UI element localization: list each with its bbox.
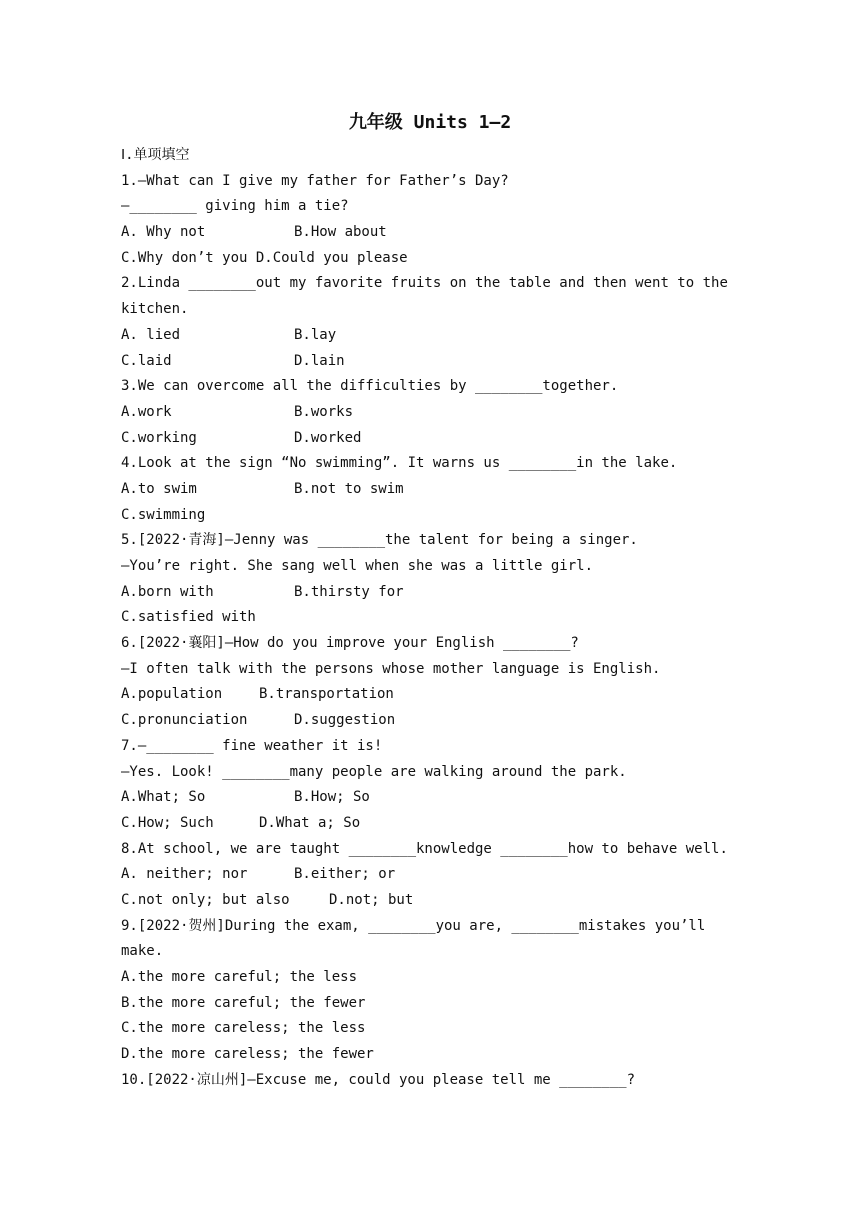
question-1-options-row-1 xyxy=(121,220,721,246)
question-8-options-row-1 xyxy=(121,862,721,888)
question-6-line-1: 6.[2022·襄阳]—How do you improve your English ________? xyxy=(121,635,579,652)
option-b: B.not to swim xyxy=(294,480,404,497)
question-6-options-row-1 xyxy=(121,682,721,708)
question-4-line-1: 4.Look at the sign “No swimming”. It warns us ________in the lake. xyxy=(121,455,678,472)
question-7-line-1: 7.—________ fine weather it is! xyxy=(121,737,383,754)
question-2-line-1: 2.Linda ________out my favorite fruits on the table and then went to the xyxy=(121,275,728,292)
option-c: C.working xyxy=(121,429,197,446)
option-c: C.swimming xyxy=(121,506,206,523)
question-4-options-row-1 xyxy=(121,477,721,503)
option-c: C.laid xyxy=(121,352,172,369)
question-6-line-2: —I often talk with the persons whose mother language is English. xyxy=(121,660,661,677)
question-1-line-1: 1.—What can I give my father for Father’s Day? xyxy=(121,172,509,189)
option-a: A.What; So xyxy=(121,789,206,806)
section-heading: Ⅰ.单项填空 xyxy=(121,147,190,163)
question-3-line-1: 3.We can overcome all the difficulties by ________together. xyxy=(121,378,619,395)
option-a: A.to swim xyxy=(121,480,197,497)
question-2-line-2: kitchen. xyxy=(121,301,189,318)
question-9-option-c: C.the more careless; the less xyxy=(121,1020,366,1037)
option-c: C.not only; but also xyxy=(121,891,290,908)
option-d: D.lain xyxy=(294,352,345,369)
question-7-line-2: —Yes. Look! ________many people are walking around the park. xyxy=(121,763,627,780)
question-8-options-row-2 xyxy=(121,888,721,914)
page-title: 九年级 Units 1—2 xyxy=(348,112,512,133)
option-c: C.How; Such xyxy=(121,814,214,831)
question-8-line-1: 8.At school, we are taught ________knowledge ________how to behave well. xyxy=(121,840,728,857)
option-d: D.suggestion xyxy=(294,712,396,729)
question-9-option-b: B.the more careful; the fewer xyxy=(121,994,366,1011)
option-c-d: C.Why don’t you D.Could you please xyxy=(121,249,408,266)
option-a: A. neither; nor xyxy=(121,866,248,883)
question-9-option-d: D.the more careless; the fewer xyxy=(121,1046,374,1063)
question-10-line-1: 10.[2022·凉山州]—Excuse me, could you please tell me ________? xyxy=(121,1071,636,1088)
option-c: C.pronunciation xyxy=(121,712,248,729)
question-5-options-row-1 xyxy=(121,580,721,606)
option-b: B.How; So xyxy=(294,789,370,806)
question-9-line-2: make. xyxy=(121,943,164,960)
option-a: A. Why not xyxy=(121,224,206,241)
question-3-options-row-1 xyxy=(121,400,721,426)
option-d: D.worked xyxy=(294,429,362,446)
question-2-options-row-2 xyxy=(121,349,721,375)
question-5-line-2: —You’re right. She sang well when she was a little girl. xyxy=(121,558,594,574)
option-a: A. lied xyxy=(121,326,181,343)
option-b: B.How about xyxy=(294,224,387,241)
option-a: A.work xyxy=(121,403,172,420)
question-7-options-row-2 xyxy=(121,811,721,837)
option-b: B.transportation xyxy=(259,686,394,703)
question-7-options-row-1 xyxy=(121,785,721,811)
option-a: A.born with xyxy=(121,583,214,600)
option-a: A.population xyxy=(121,686,223,703)
option-c: C.satisfied with xyxy=(121,609,256,626)
question-1-line-2: —________ giving him a tie? xyxy=(121,198,349,215)
question-9-option-a: A.the more careful; the less xyxy=(121,969,358,985)
option-d: D.not; but xyxy=(329,891,414,908)
option-b: B.either; or xyxy=(294,866,396,883)
option-d: D.What a; So xyxy=(259,814,361,831)
exercise-content xyxy=(121,143,728,1093)
question-1-options-row-2 xyxy=(121,246,721,272)
question-6-options-row-2 xyxy=(121,708,721,734)
question-5-line-1: 5.[2022·青海]—Jenny was ________the talent for being a singer. xyxy=(121,532,638,549)
option-b: B.works xyxy=(294,403,354,420)
option-b: B.lay xyxy=(294,326,337,343)
question-5-options-row-2 xyxy=(121,605,721,631)
question-3-options-row-2 xyxy=(121,426,721,452)
question-2-options-row-1 xyxy=(121,323,721,349)
option-b: B.thirsty for xyxy=(294,583,404,600)
question-4-options-row-2 xyxy=(121,503,721,529)
question-9-line-1: 9.[2022·贺州]During the exam, ________you are, ________mistakes you’ll xyxy=(121,917,706,934)
